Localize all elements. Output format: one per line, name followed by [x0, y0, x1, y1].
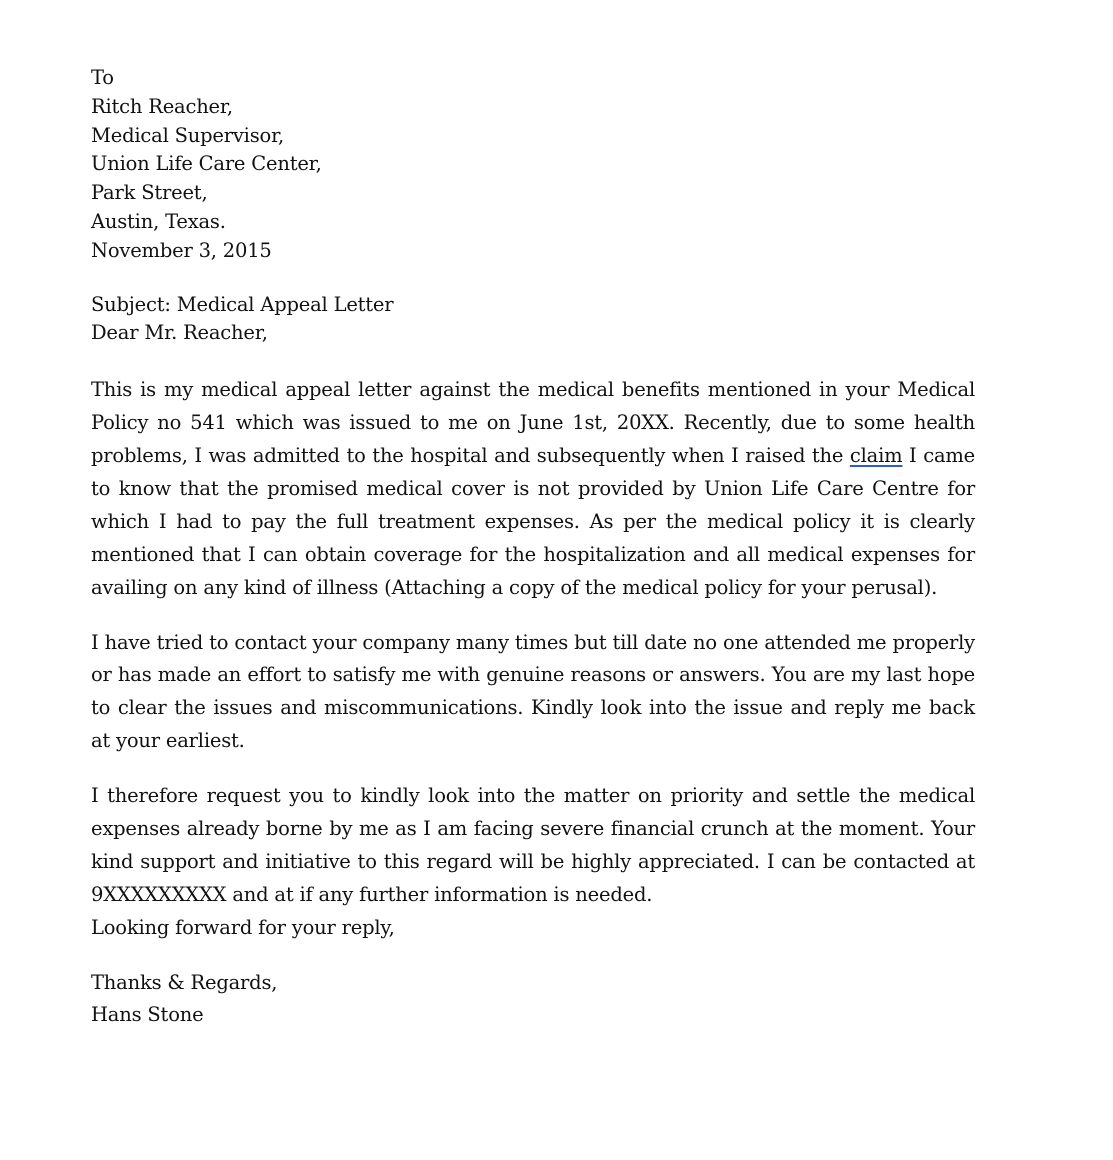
claim-word: claim [849, 443, 903, 467]
body-paragraph-3: I therefore request you to kindly look into the matter on priority and settle the medical expenses already borne by me as I am facing severe financial crunch at the moment. Your kind support and initiative to this regard will be highly appreciated. I can be contacted at 9XXXXXXXXX and at if any further information is needed. [91, 784, 975, 906]
sender-name: Hans Stone [91, 1002, 204, 1026]
signature-block [91, 967, 975, 1031]
closing-line: Looking forward for your reply, [91, 915, 395, 939]
letter-salutation: Dear Mr. Reacher, [91, 321, 268, 345]
recipient-street: Park Street, [91, 181, 208, 205]
address-to: To [91, 66, 114, 89]
recipient-title: Medical Supervisor, [91, 123, 285, 147]
letter-date: November 3, 2015 [91, 238, 272, 262]
body-paragraph-1 [91, 374, 975, 604]
body-paragraph-1-start: This is my medical appeal letter against the medical benefits mentioned in your Medical Policy no 541 which was issued to me on June 1st, 20XX. Recently, due to some health problems, I was admitted to the hospital and subsequently when I raised the [91, 378, 975, 467]
body-paragraph-1-end: I came to know that the promised medical cover is not provided by Union Life Care Centre for which I had to pay the full treatment expenses. As per the medical policy it is clearly mentioned that I can obtain coverage for the hospitalization and all medical expenses for availing on any kind of illness (Attaching a copy of the medical policy for your perusal). [91, 443, 975, 599]
recipient-address [91, 64, 975, 266]
letter-page [91, 64, 975, 1031]
recipient-city: Austin, Texas. [91, 209, 226, 233]
letter-subject: Subject: Medical Appeal Letter [91, 292, 394, 316]
signoff-regards: Thanks & Regards, [91, 970, 278, 994]
recipient-organization: Union Life Care Center, [91, 152, 322, 176]
recipient-name: Ritch Reacher, [91, 94, 233, 118]
body-paragraph-2: I have tried to contact your company many times but till date no one attended me properly or has made an effort to satisfy me with genuine reasons or answers. You are my last hope to clear the issues and miscommunications. Kindly look into the issue and reply me back at your earliest. [91, 630, 975, 753]
